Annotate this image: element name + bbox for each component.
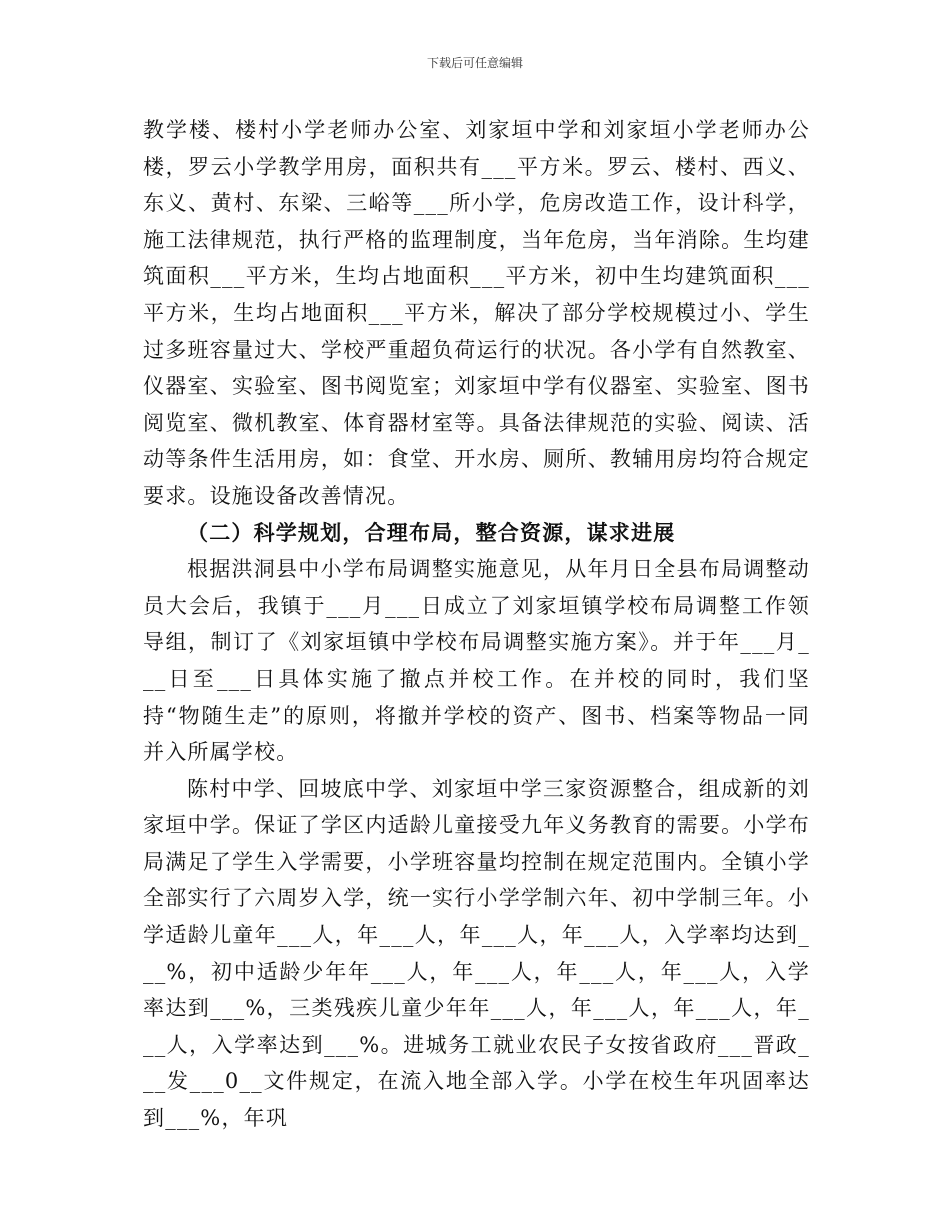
page-header-note: 下载后可任意编辑	[426, 56, 523, 70]
paragraph-resource-integration: 陈村中学、回坡底中学、刘家垣中学三家资源整合，组成新的刘家垣中学。保证了学区内适龄儿童接受九年义务教育的需要。小学布局满足了学生入学需要，小学班容量均控制在规定范围内。全镇小学全部实行了六周岁入学，统一实行小学学制六年、初中学制三年。小学适龄儿童年___人，年___人，年___人，年___人，入学率均达到___%，初中适龄少年年___人，年___人，年___人，年___人，入学率达到___%，三类残疾儿童少年年___人，年___人，年___人，年___人，入学率达到___%。进城务工就业农民子女按省政府___晋政___发___0__文件规定，在流入地全部入学。小学在校生年巩固率达到___%，年巩	[143, 776, 810, 1131]
document-body	[143, 112, 810, 1137]
paragraph-facilities: 教学楼、楼村小学老师办公室、刘家垣中学和刘家垣小学老师办公楼，罗云小学教学用房，面积共有___平方米。罗云、楼村、西义、东义、黄村、东梁、三峪等___所小学，危房改造工作，设计科学，施工法律规范，执行严格的监理制度，当年危房，当年消除。生均建筑面积___平方米，生均占地面积___平方米，初中生均建筑面积___平方米，生均占地面积___平方米，解决了部分学校规模过小、学生过多班容量过大、学校严重超负荷运行的状况。各小学有自然教室、仪器室、实验室、图书阅览室；刘家垣中学有仪器室、实验室、图书阅览室、微机教室、体育器材室等。具备法律规范的实验、阅读、活动等条件生活用房，如：食堂、开水房、厕所、教辅用房均符合规定要求。设施设备改善情况。	[143, 118, 810, 508]
paragraph-layout-adjustment: 根据洪洞县中小学布局调整实施意见，从年月日全县布局调整动员大会后，我镇于___月___日成立了刘家垣镇学校布局调整工作领导组，制订了《刘家垣镇中学校布局调整实施方案》。并于年___月___日至___日具体实施了撤点并校工作。在并校的同时，我们坚持“物随生走”的原则，将撤并学校的资产、图书、档案等物品一同并入所属学校。	[143, 557, 810, 765]
section-heading: （二）科学规划，合理布局，整合资源，谋求进展	[187, 519, 676, 545]
